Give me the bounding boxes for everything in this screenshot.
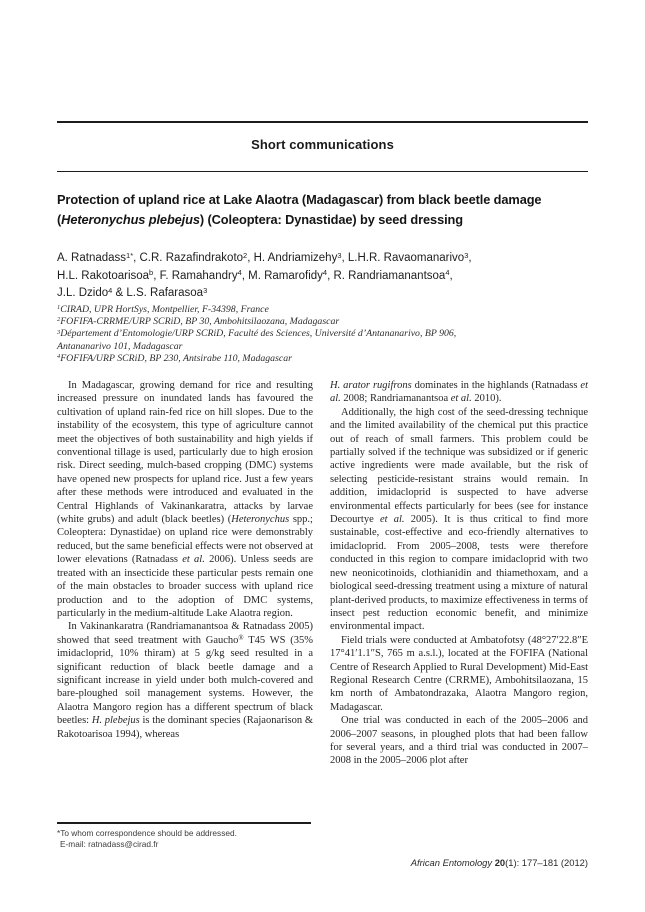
- body-paragraph: Field trials were conducted at Ambatofotsy (48°27′22.8″E 17°41′1.1″S, 765 m a.s.l.), located at the FOFIFA (National Centre of Research Applied to Rural Development) Mid-East Regional Research Centre (CRRME), Ambohitsilaozana, 15 km north of Ambatondrazaka, Alaotra Mangoro region, Madagascar.: [330, 634, 588, 713]
- header-rule-bottom: [57, 171, 588, 172]
- section-heading: Short communications: [251, 137, 394, 152]
- journal-citation: African Entomology 20(1): 177–181 (2012): [410, 857, 588, 868]
- footnote-rule: [57, 822, 311, 824]
- body-paragraph: Additionally, the high cost of the seed-dressing technique and the limited availability of the chemical put this practice out of reach of small farmers. This problem could be partially solved if the technique was subsidized or if generic active ingredients were made available, but the risk of selecting pesticide-resistant strains would remain. In addition, imidacloprid is suspected to have adverse environmental effects particularly for bees (see for instance Decourtye et al. 2005). It is thus critical to find more sustainable, cost-effective and eco-friendly alternatives to imidacloprid. From 2005–2008, tests were therefore conducted in this region to compare imidacloprid with two new neonicotinoids, clothianidin and thiamethoxam, and a biological seed-dressing treatment using a mixture of natural plant-derived products, to maximize effectiveness in terms of insect pest reduction economic benefit, and minimize environmental impact.: [330, 406, 588, 633]
- correspondence-email: E-mail: ratnadass@cirad.fr: [60, 838, 159, 849]
- body-paragraph: In Vakinankaratra (Randriamanantsoa & Ratnadass 2005) showed that seed treatment with Gaucho® T45 WS (35% imidacloprid, 10% thiram) at 5 g/kg seed resulted in a significant reduction of black beetle damage and a significant increase in yield under both mulch-covered and bare-ploughed soil management systems. However, the Alaotra Mangoro region has a different spectrum of black beetles: H. plebejus is the dominant species (Rajaonarison & Rakotoarisoa 1994), whereas: [57, 621, 313, 740]
- affiliation-2: $^2$FOFIFA-CRRME/URP SCRiD, BP 30, Ambohitsilaozana, Madagascar: [57, 316, 340, 328]
- author-list: A. Ratnadass$^{1*}$, C.R. Razafindrakoto$^2$, H. Andriamizehy$^3$, L.H.R. Ravaomanarivo$^3$, H.L. Rakotoarisoa$^b$, F. Ramahandry$^4$, M. Ramarofidy$^4$, R. Randriamanantsoa$^4$, J.L. Dzido$^4$ & L.S. Rafarasoa$^3$: [57, 250, 472, 299]
- correspondence-note: *To whom correspondence should be addressed.: [57, 828, 237, 838]
- affiliation-3: $^3$Département d’Entomologie/URP SCRiD, Faculté des Sciences, Université d’Antananarivo, BP 906, Antananarivo 101, Madagascar: [57, 328, 457, 352]
- affiliation-1: $^1$CIRAD, UPR HortSys, Montpellier, F-34398, France: [57, 304, 269, 315]
- article-title: Protection of upland rice at Lake Alaotra (Madagascar) from black beetle damage (Heteronychus plebejus) (Coleoptera: Dynastidae) by seed dressing: [57, 192, 542, 227]
- affiliation-list: [57, 304, 588, 365]
- correspondence-footnote: [57, 828, 311, 849]
- body-paragraph: One trial was conducted in each of the 2005–2006 and 2006–2007 seasons, in ploughed plots that had been fallow for several years, and a third trial was conducted in 2007–2008 in the 2005–2006 plot after: [330, 715, 588, 767]
- affiliation-4: $^4$FOFIFA/URP SCRiD, BP 230, Antsirabe 110, Madagascar: [57, 352, 292, 364]
- body-paragraph: In Madagascar, growing demand for rice and resulting increased pressure on inundated lands has favoured the cultivation of upland rain-fed rice on hill slopes. Due to the instability of the ecosystem, this type of agriculture cannot meet the objectives of both sustainability and high yields if conventional tillage is used, particularly due to high erosion risk. Direct seeding, mulch-based cropping (DMC) systems have opened new prospects for upland rice. Just a few years after these methods were introduced and evaluated in the Central Highlands of Vakinankaratra, attacks by larvae (white grubs) and adult (black beetles) (Heteronychus spp.; Coleoptera: Dynastidae) on upland rice were demonstrably reduced, but the same beneficial effects were not observed at lower elevations (Ratnadass et al. 2006). Unless seeds are treated with an insecticide these particular pests remain one of the main obstacles to broader success with upland rice production and to the adoption of DMC systems, particularly in the medium-altitude Lake Alaotra region.: [57, 380, 313, 619]
- header-rule-top: [57, 121, 588, 123]
- body-left-column: [57, 379, 313, 820]
- body-right-column: [330, 379, 588, 856]
- body-paragraph-continuation: H. arator rugifrons dominates in the highlands (Ratnadass et al. 2008; Randriamanantsoa et al. 2010).: [330, 380, 588, 405]
